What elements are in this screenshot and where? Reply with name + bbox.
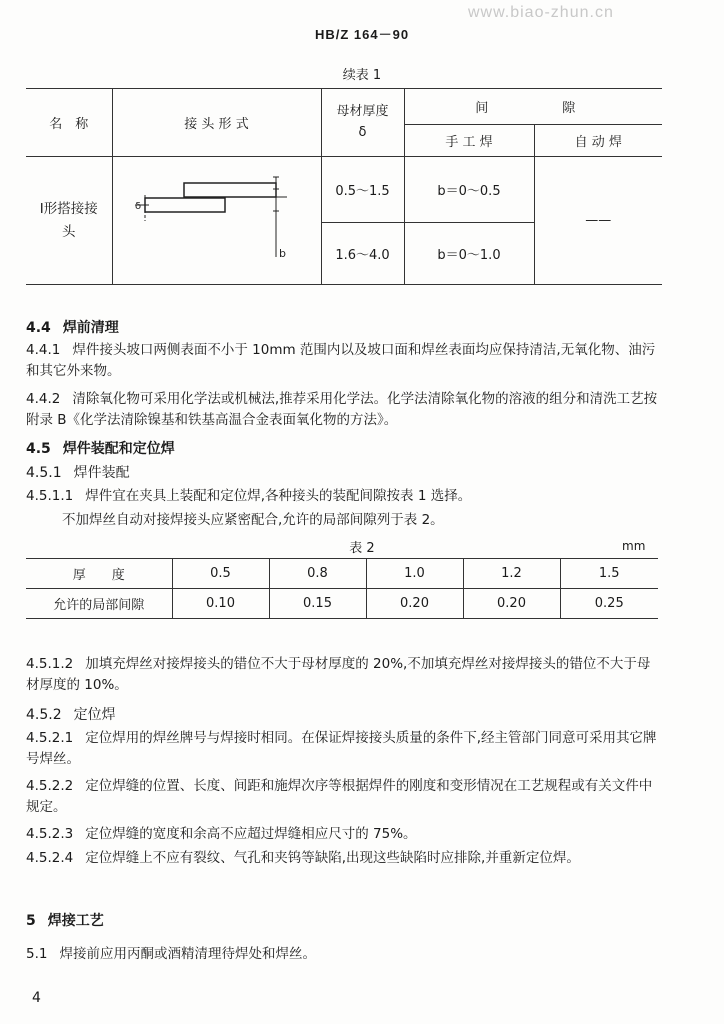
table2-label-thickness: 厚 度 xyxy=(26,559,172,589)
table2-row-thickness xyxy=(26,559,658,589)
lap-joint-diagram-cell xyxy=(112,157,321,285)
lap-joint-diagram xyxy=(127,169,307,269)
table1-header-joint-form: 接 头 形 式 xyxy=(112,89,321,157)
table1-header-thickness: 母材厚度 δ xyxy=(321,89,404,157)
table2-caption: 表 2 xyxy=(349,541,375,556)
watermark: www.biao-zhun.cn xyxy=(468,4,614,21)
table2-cell: 0.20 xyxy=(366,589,463,619)
para-4-4-2: 4.4.2 清除氧化物可采用化学法或机械法,推荐采用化学法。化学法清除氧化物的溶液的组分和清洗工艺按附录 B《化学法清除镍基和铁基高温合金表面氧化物的方法》。 xyxy=(26,391,658,428)
gap-label-b: b xyxy=(278,246,286,260)
table2-cell: 1.5 xyxy=(560,559,658,589)
para-4-5-1-1: 4.5.1.1 焊件宜在夹具上装配和定位焊,各种接头的装配间隙按表 1 选择。 xyxy=(26,488,472,504)
upper-plate xyxy=(184,183,276,197)
table1-header-gap: 间 隙 xyxy=(404,89,662,125)
thickness-range-2: 1.6～4.0 xyxy=(321,223,404,285)
table2-cell: 0.15 xyxy=(269,589,366,619)
table2-cell: 0.5 xyxy=(172,559,269,589)
table2 xyxy=(26,558,658,619)
table1-header-name: 名 称 xyxy=(26,89,112,157)
standard-code: HB/Z 164－90 xyxy=(314,27,410,42)
thickness-mark: δ xyxy=(134,200,141,212)
table1-caption: 续表 1 xyxy=(342,68,382,83)
table1 xyxy=(26,88,662,285)
thickness-symbol: δ xyxy=(358,124,367,140)
page-number: 4 xyxy=(32,990,41,1006)
para-4-5-2-1: 4.5.2.1 定位焊用的焊丝牌号与焊接时相同。在保证焊接接头质量的条件下,经主管部门同意可采用其它牌号焊丝。 xyxy=(26,730,657,767)
para-4-5-2-2: 4.5.2.2 定位焊缝的位置、长度、间距和施焊次序等根据焊件的刚度和变形情况在工艺规程或有关文件中规定。 xyxy=(26,778,653,815)
para-4-5-2-3: 4.5.2.3 定位焊缝的宽度和余高不应超过焊缝相应尺寸的 75%。 xyxy=(26,826,417,842)
table2-cell: 1.0 xyxy=(366,559,463,589)
section-4-4-heading: 4.4 焊前清理 xyxy=(26,320,119,336)
para-4-5-1-2: 4.5.1.2 加填充焊丝对接焊接头的错位不大于母材厚度的 20%,不加填充焊丝对接焊接头的错位不大于母材厚度的 10%。 xyxy=(26,656,651,693)
table2-cell: 1.2 xyxy=(463,559,560,589)
section-4-5-1-heading: 4.5.1 焊件装配 xyxy=(26,465,130,481)
table2-cell: 0.8 xyxy=(269,559,366,589)
gap-manual-1: b＝0～0.5 xyxy=(404,157,534,223)
table2-label-gap: 允许的局部间隙 xyxy=(26,589,172,619)
gap-auto: —— xyxy=(534,157,662,285)
para-5-1: 5.1 焊接前应用丙酮或酒精清理待焊处和焊丝。 xyxy=(26,946,316,962)
thickness-range-1: 0.5～1.5 xyxy=(321,157,404,223)
para-4-5-1-1-cont: 不加焊丝自动对接焊接头应紧密配合,允许的局部间隙列于表 2。 xyxy=(62,512,444,528)
table2-cell: 0.20 xyxy=(463,589,560,619)
table1-header-auto: 自 动 焊 xyxy=(534,125,662,157)
table2-cell: 0.25 xyxy=(560,589,658,619)
table1-row-name: I形搭接接 头 xyxy=(26,157,112,285)
table1-header-manual: 手 工 焊 xyxy=(404,125,534,157)
section-5-heading: 5 焊接工艺 xyxy=(26,913,104,929)
para-4-5-2-4: 4.5.2.4 定位焊缝上不应有裂纹、气孔和夹钨等缺陷,出现这些缺陷时应排除,并重新定位焊。 xyxy=(26,850,580,866)
para-4-4-1: 4.4.1 焊件接头坡口两侧表面不小于 10mm 范围内以及坡口面和焊丝表面均应保持清洁,无氧化物、油污和其它外来物。 xyxy=(26,342,656,379)
table2-unit: mm xyxy=(622,539,646,553)
section-4-5-2-heading: 4.5.2 定位焊 xyxy=(26,707,116,723)
section-4-5-heading: 4.5 焊件装配和定位焊 xyxy=(26,441,175,457)
table2-row-gap xyxy=(26,589,658,619)
table2-cell: 0.10 xyxy=(172,589,269,619)
gap-manual-2: b＝0～1.0 xyxy=(404,223,534,285)
lower-plate xyxy=(145,198,225,212)
